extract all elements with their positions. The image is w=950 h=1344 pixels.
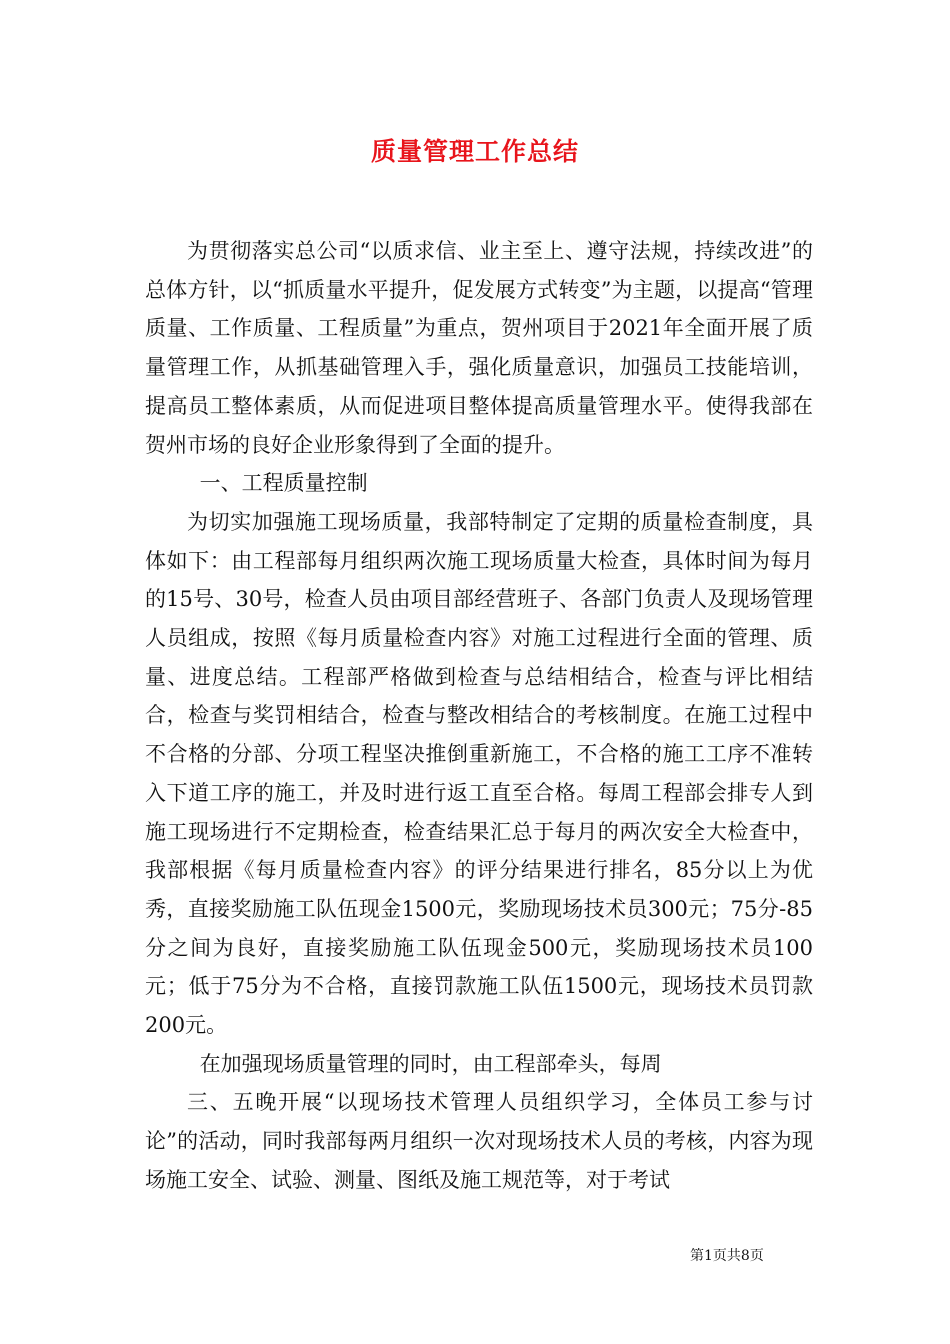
paragraph-quality-inspection: 为切实加强施工现场质量，我部特制定了定期的质量检查制度，具体如下：由工程部每月组织两次施工现场质量大检查，具体时间为每月的15号、30号，检查人员由项目部经营班子、各部门负责人及现场管理人员组成，按照《每月质量检查内容》对施工过程进行全面的管理、质量、进度总结。工程部严格做到检查与总结相结合，检查与评比相结合，检查与奖罚相结合，检查与整改相结合的考核制度。在施工过程中不合格的分部、分项工程坚决推倒重新施工，不合格的施工工序不准转入下道工序的施工，并及时进行返工直至合格。每周工程部会排专人到施工现场进行不定期检查，检查结果汇总于每月的两次安全大检查中，我部根据《每月质量检查内容》的评分结果进行排名，85分以上为优秀，直接奖励施工队伍现金1500元，奖励现场技术员300元；75分-85分之间为良好，直接奖励施工队伍现金500元，奖励现场技术员100元；低于75分为不合格，直接罚款施工队伍1500元，现场技术员罚款200元。 [145,509,813,1038]
paragraph-study: 在加强现场质量管理的同时，由工程部牵头，每周 [199,1051,662,1076]
page-number: 第1页共8页 [690,1248,764,1264]
paragraph-intro: 为贯彻落实总公司“以质求信、业主至上、遵守法规，持续改进”的总体方针，以“抓质量水平提升，促发展方式转变”为主题，以提高“管理质量、工作质量、工程质量”为重点，贺州项目于2021年全面开展了质量管理工作，从抓基础管理入手，强化质量意识，加强员工技能培训，提高员工整体素质，从而促进项目整体提高质量管理水平。使得我部在贺州市场的良好企业形象得到了全面的提升。 [145,239,813,457]
document-body [145,232,813,1200]
section-heading: 一、工程质量控制 [199,471,368,496]
paragraph-activity: 三、五晚开展“以现场技术管理人员组织学习，全体员工参与讨论”的活动，同时我部每两月组织一次对现场技术人员的考核，内容为现场施工安全、试验、测量、图纸及施工规范等，对于考试 [145,1090,813,1192]
page-title: 质量管理工作总结 [370,137,579,166]
